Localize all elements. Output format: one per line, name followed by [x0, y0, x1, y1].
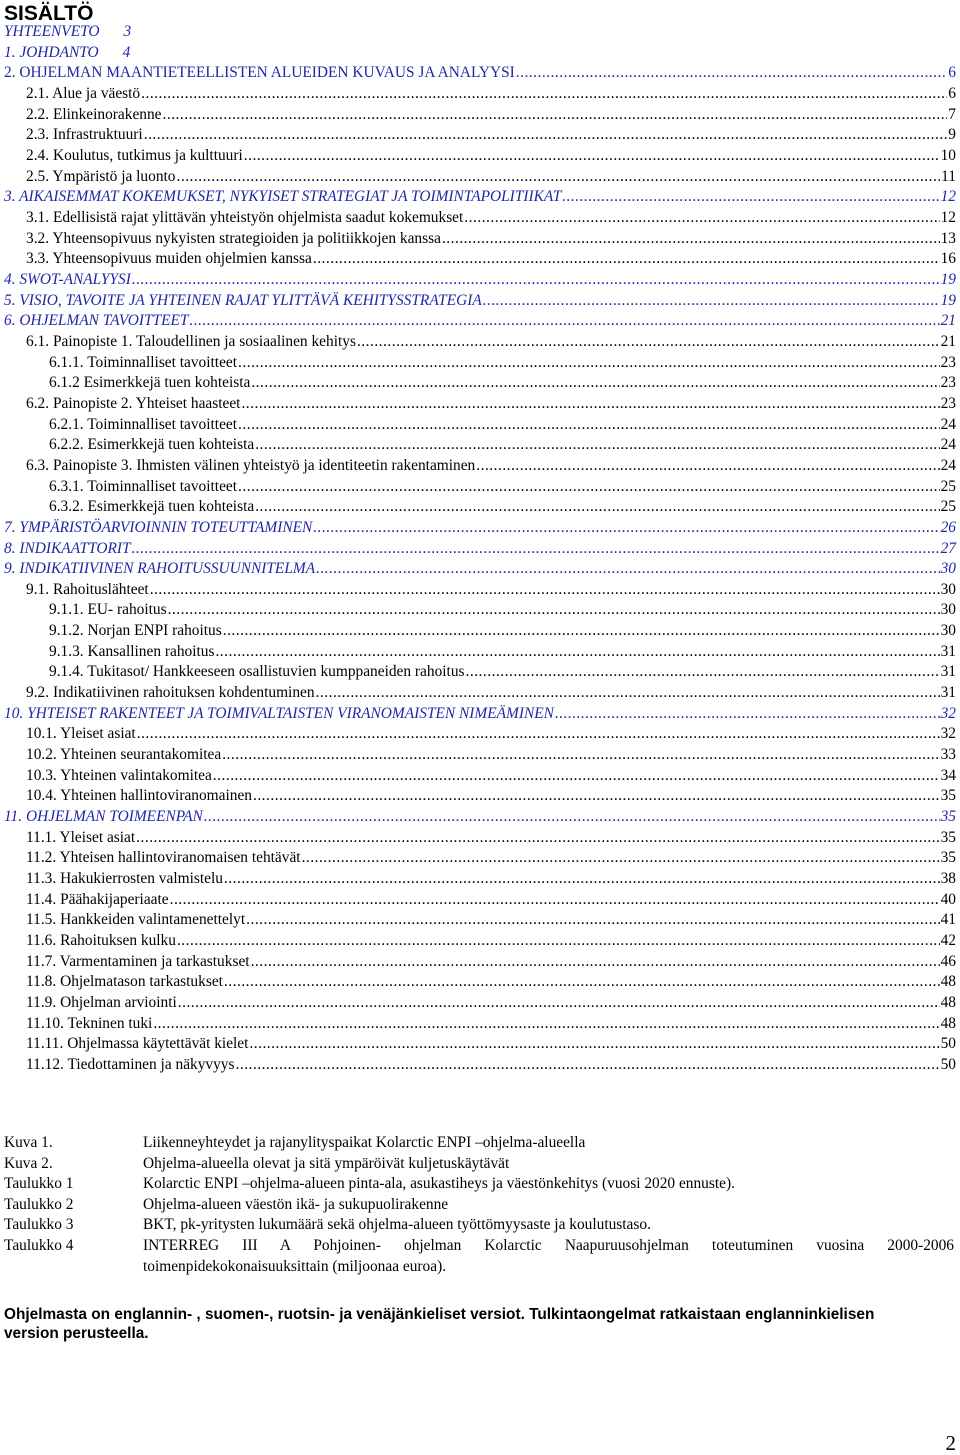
- toc-entry-title: Tukitasot/ Hankkeeseen osallistuvien kumppaneiden rahoitus: [87, 663, 465, 681]
- toc-entry[interactable]: [4, 559, 956, 579]
- toc-entry[interactable]: [49, 642, 956, 662]
- toc-entry-number: 3.: [4, 188, 16, 206]
- toc-entry-number: 9.1.4.: [49, 663, 84, 681]
- figure-list-item: [0, 1236, 960, 1256]
- toc-entry-number: 7.: [4, 518, 16, 536]
- dot-leader: [516, 63, 948, 83]
- toc-entry-page: 24: [940, 456, 956, 474]
- toc-entry[interactable]: [26, 993, 956, 1013]
- toc-entry-page: 11: [941, 167, 956, 185]
- figure-description: Ohjelma-alueella olevat ja sitä ympäröivät kuljetuskäytävät: [143, 1154, 510, 1172]
- toc-entry-number: 11.12.: [26, 1056, 64, 1073]
- figure-description: Kolarctic ENPI –ohjelma-alueen pinta-ala, asukastiheys ja väestönkehitys (vuosi 2020 ennuste).: [143, 1175, 735, 1193]
- dot-leader: [442, 229, 940, 249]
- dot-leader: [357, 332, 940, 352]
- toc-entry-title: Elinkeinorakenne: [52, 105, 162, 123]
- toc-entry-title: Yhteinen seurantakomitea: [60, 746, 222, 764]
- dot-leader: [241, 394, 939, 414]
- toc-entry-number: 10.1.: [26, 725, 57, 743]
- toc-entry-number: 6.2.1.: [49, 415, 84, 433]
- toc-entry-title: Infrastruktuuri: [52, 126, 143, 144]
- toc-entry-title: Esimerkkejä tuen kohteista: [87, 436, 255, 454]
- toc-entry-page: 46: [940, 952, 956, 970]
- toc-entry[interactable]: [4, 807, 956, 827]
- toc-entry[interactable]: [26, 910, 956, 930]
- toc-entry-title: INDIKATIIVINEN RAHOITUSSUUNNITELMA: [19, 560, 316, 578]
- toc-entry-title: Rahoituksen kulku: [60, 932, 176, 950]
- toc-entry[interactable]: [49, 477, 956, 497]
- toc-entry[interactable]: [26, 167, 956, 187]
- figure-list-item: [0, 1133, 960, 1153]
- toc-entry-page: 10: [940, 146, 956, 164]
- toc-entry-page: 13: [940, 229, 956, 247]
- toc-entry-page: 19: [940, 291, 956, 309]
- toc-entry-page: 6: [948, 84, 956, 102]
- dot-leader: [302, 848, 940, 868]
- toc-entry-page: 48: [940, 973, 956, 991]
- toc-entry-number: 11.8.: [26, 973, 57, 991]
- toc-entry-page: 42: [940, 932, 956, 950]
- toc-entry-title: EU- rahoitus: [87, 601, 167, 619]
- toc-entry-title: Ohjelmatason tarkastukset: [60, 973, 223, 991]
- toc-entry-page: 30: [940, 622, 956, 640]
- dot-leader: [246, 910, 939, 930]
- toc-entry-title: SWOT-ANALYYSI: [19, 270, 131, 288]
- figure-description: Ohjelma-alueen väestön ikä- ja sukupuolirakenne: [143, 1195, 449, 1213]
- toc-entry-title: Koulutus, tutkimus ja kulttuuri: [52, 146, 243, 164]
- toc-entry-page: 41: [940, 911, 956, 929]
- dot-leader: [464, 208, 939, 228]
- toc-entry[interactable]: [49, 353, 956, 373]
- toc-entry-number: 10.2.: [26, 746, 57, 764]
- dot-leader: [213, 766, 940, 786]
- toc-entry[interactable]: [4, 270, 956, 290]
- toc-entry-title: Yhteensopivuus nykyisten strategioiden ja politiikkojen kanssa: [52, 229, 441, 247]
- dot-leader: [222, 745, 939, 765]
- dot-leader: [249, 1034, 939, 1054]
- toc-entry-number: 2.3.: [26, 126, 50, 144]
- toc-entry-title: YHTEISET RAKENTEET JA TOIMIVALTAISTEN VIRANOMAISTEN NIMEÄMINEN: [27, 704, 554, 722]
- figure-label: Taulukko 3: [4, 1216, 74, 1234]
- toc-entry-title: Esimerkkejä tuen kohteista: [87, 498, 255, 516]
- language-note: Ohjelmasta on englannin- , suomen-, ruotsin- ja venäjänkieliset versiot. Tulkintaongelmat ratkaistaan englanninkielisen version perusteella.: [4, 1306, 875, 1342]
- toc-entry[interactable]: [26, 869, 956, 889]
- toc-entry-page: 32: [940, 704, 956, 722]
- toc-entry-page: 48: [940, 994, 956, 1012]
- toc-entry-page: 38: [940, 870, 956, 888]
- toc-entry[interactable]: [26, 580, 956, 600]
- dot-leader: [316, 559, 940, 579]
- toc-entry-number: 5.: [4, 291, 16, 309]
- toc-entry[interactable]: [49, 435, 956, 455]
- figure-list-item: [0, 1215, 960, 1235]
- toc-entry-page: 24: [940, 436, 956, 454]
- toc-entry-number: 9.1.2.: [49, 622, 84, 640]
- toc-entry-title: Yleiset asiat: [59, 828, 136, 846]
- toc-entry-title: AIKAISEMMAT KOKEMUKSET, NYKYISET STRATEGIAT JA TOIMINTAPOLITIIKAT: [19, 188, 562, 206]
- dot-leader: [244, 146, 940, 166]
- toc-entry-page: 30: [940, 580, 956, 598]
- toc-entry-page: 35: [940, 828, 956, 846]
- toc-entry[interactable]: [26, 249, 956, 269]
- toc-entry-page: 34: [940, 766, 956, 784]
- toc-entry-number: 6.1.1.: [49, 353, 84, 371]
- toc-entry-title: Ympäristö ja luonto: [52, 167, 176, 185]
- toc-entry[interactable]: [4, 311, 956, 331]
- toc-entry-number: 2.: [4, 64, 16, 82]
- toc-entry-title: VISIO, TAVOITE JA YHTEINEN RAJAT YLITTÄVÄ KEHITYSSTRATEGIA: [19, 291, 482, 309]
- toc-entry[interactable]: [26, 332, 956, 352]
- dot-leader: [163, 105, 948, 125]
- toc-entry-number: 9.1.: [26, 580, 50, 598]
- toc-entry-number: 11.3.: [26, 870, 57, 888]
- toc-entry[interactable]: [26, 456, 956, 476]
- toc-entry-number: 6.: [4, 312, 16, 330]
- dot-leader: [236, 1055, 940, 1075]
- toc-entry[interactable]: [26, 786, 956, 806]
- toc-entry-number: 6.1.2: [49, 374, 80, 392]
- toc-entry-title: Yleiset asiat: [60, 725, 136, 743]
- toc-entry-number: 6.2.: [26, 394, 50, 412]
- dot-leader: [178, 993, 940, 1013]
- figure-list-item: [0, 1174, 960, 1194]
- dot-leader: [562, 187, 939, 207]
- dot-leader: [224, 869, 940, 889]
- toc-entry-page: 32: [940, 725, 956, 743]
- toc-entry-title: Päähakijaperiaate: [60, 890, 169, 908]
- toc-entry-page: 50: [940, 1056, 956, 1073]
- dot-leader: [223, 621, 940, 641]
- toc-entry-number: 2.1.: [26, 84, 50, 102]
- dot-leader: [476, 456, 939, 476]
- toc-entry[interactable]: [4, 22, 956, 42]
- dot-leader: [189, 311, 939, 331]
- toc-entry-number: 6.1.: [26, 332, 50, 350]
- toc-entry-number: 11.5.: [26, 911, 57, 929]
- toc-entry[interactable]: [4, 187, 956, 207]
- toc-entry-page: 31: [940, 642, 956, 660]
- toc-entry-number: YHTEENVETO: [4, 23, 100, 40]
- toc-entry-page: 23: [940, 353, 956, 371]
- dot-leader: [238, 415, 940, 435]
- dot-leader: [255, 435, 939, 455]
- toc-entry-number: 11.: [4, 808, 23, 826]
- toc-entry[interactable]: [26, 931, 956, 951]
- figure-label: Taulukko 1: [4, 1175, 74, 1193]
- dot-leader: [137, 724, 940, 744]
- toc-entry-page: 21: [940, 312, 956, 330]
- toc-entry-page: 4: [122, 43, 131, 61]
- toc-entry-number: 11.10.: [26, 1014, 64, 1032]
- toc-entry[interactable]: [26, 952, 956, 972]
- toc-entry-number: 9.: [4, 560, 16, 578]
- toc-entry-number: 6.2.2.: [49, 436, 84, 454]
- dot-leader: [150, 580, 940, 600]
- toc-entry-page: 7: [948, 105, 956, 123]
- toc-entry[interactable]: [26, 828, 956, 848]
- toc-entry-number: 2.5.: [26, 167, 50, 185]
- toc-entry[interactable]: [26, 1055, 956, 1075]
- toc-entry-number: 11.4.: [26, 890, 57, 908]
- dot-leader: [316, 683, 940, 703]
- dot-leader: [132, 539, 940, 559]
- toc-entry-page: 23: [940, 394, 956, 412]
- toc-entry-number: 11.1.: [26, 828, 57, 846]
- toc-entry[interactable]: [26, 208, 956, 228]
- toc-entry-number: 6.3.1.: [49, 477, 84, 495]
- toc-entry-title: Kansallinen rahoitus: [87, 642, 215, 660]
- toc-entry[interactable]: [26, 848, 956, 868]
- dot-leader: [466, 662, 940, 682]
- toc-entry-number: 6.3.2.: [49, 498, 84, 516]
- toc-entry-number: 10.3.: [26, 766, 57, 784]
- toc-entry-page: 31: [940, 684, 956, 702]
- toc-entry-page: 16: [940, 250, 956, 268]
- toc-entry-title: Toiminnalliset tavoitteet: [87, 477, 238, 495]
- toc-entry-title: YMPÄRISTÖARVIOINNIN TOTEUTTAMINEN: [19, 518, 313, 536]
- dot-leader: [253, 786, 940, 806]
- toc-entry-number: 1. JOHDANTO: [4, 43, 99, 61]
- toc-entry-title: Hakukierrosten valmistelu: [60, 870, 223, 888]
- toc-heading: SISÄLTÖ: [4, 2, 94, 25]
- page-number: 2: [945, 1431, 956, 1455]
- dot-leader: [177, 167, 941, 187]
- dot-leader: [177, 931, 940, 951]
- toc-entry[interactable]: [4, 43, 956, 63]
- toc-entry-title: Yhteinen hallintoviranomainen: [60, 787, 252, 805]
- toc-entry-number: 11.7.: [26, 952, 57, 970]
- figure-list-item: [0, 1195, 960, 1215]
- toc-entry-number: 11.11.: [26, 1035, 64, 1053]
- toc-entry-page: 26: [940, 518, 956, 536]
- toc-entry-title: Rahoituslähteet: [52, 580, 149, 598]
- figure-description: INTERREG III A Pohjoinen- ohjelman Kolarctic Naapuruusohjelman toteutuminen vuosina 2000-2006: [143, 1237, 954, 1254]
- toc-entry-number: 6.3.: [26, 456, 50, 474]
- toc-entry-title: OHJELMAN TOIMEENPAN: [25, 808, 203, 826]
- toc-entry-title: Alue ja väestö: [52, 84, 141, 102]
- toc-entry-title: INDIKAATTORIT: [19, 539, 131, 557]
- toc-entry-title: OHJELMAN TAVOITTEET: [19, 312, 189, 330]
- toc-entry-number: 3.3.: [26, 250, 50, 268]
- toc-entry-title: Hankkeiden valintamenettelyt: [60, 911, 246, 929]
- dot-leader: [251, 373, 939, 393]
- figure-label: Kuva 1.: [4, 1134, 53, 1151]
- toc-entry-title: Painopiste 2. Yhteiset haasteet: [52, 394, 241, 412]
- toc-entry-page: 40: [940, 890, 956, 908]
- dot-leader: [224, 972, 940, 992]
- dot-leader: [251, 952, 940, 972]
- toc-entry-title: Yhteensopivuus muiden ohjelmien kanssa: [52, 250, 312, 268]
- toc-entry-page: 9: [948, 126, 956, 144]
- toc-entry-title: Toiminnalliset tavoitteet: [87, 415, 238, 433]
- toc-entry-title: Painopiste 3. Ihmisten välinen yhteistyö ja identiteetin rakentaminen: [52, 456, 476, 474]
- toc-entry[interactable]: [4, 518, 956, 538]
- toc-entry-page: 3: [123, 23, 132, 40]
- toc-entry-number: 9.1.3.: [49, 642, 84, 660]
- toc-entry-page: 35: [940, 787, 956, 805]
- toc-entry[interactable]: [26, 724, 956, 744]
- toc-entry-number: 11.2.: [26, 849, 57, 867]
- toc-entry-title: Tekninen tuki: [67, 1014, 153, 1032]
- toc-entry[interactable]: [49, 662, 956, 682]
- figure-list-item-continuation: [0, 1257, 960, 1277]
- dot-leader: [153, 1014, 939, 1034]
- toc-entry-title: Ohjelman arviointi: [60, 994, 177, 1012]
- toc-entry-page: 25: [940, 477, 956, 495]
- toc-entry-number: 2.2.: [26, 105, 50, 123]
- toc-entry[interactable]: [26, 1034, 956, 1054]
- toc-entry-number: 11.6.: [26, 932, 57, 950]
- toc-entry-page: 50: [940, 1035, 956, 1053]
- toc-entry-title: Yhteisen hallintoviranomaisen tehtävät: [59, 849, 301, 867]
- toc-entry-number: 10.4.: [26, 787, 57, 805]
- dot-leader: [215, 642, 939, 662]
- toc-entry[interactable]: [26, 394, 956, 414]
- toc-entry-page: 12: [940, 208, 956, 226]
- figure-description: Liikenneyhteydet ja rajanylityspaikat Kolarctic ENPI –ohjelma-alueella: [143, 1134, 586, 1151]
- toc-entry[interactable]: [26, 146, 956, 166]
- toc-entry-page: 30: [940, 560, 956, 578]
- toc-entry[interactable]: [26, 105, 956, 125]
- toc-entry[interactable]: [49, 600, 956, 620]
- figure-label: Taulukko 4: [4, 1237, 74, 1254]
- dot-leader: [555, 704, 940, 724]
- dot-leader: [313, 249, 940, 269]
- toc-entry-title: OHJELMAN MAANTIETEELLISTEN ALUEIDEN KUVAUS JA ANALYYSI: [19, 64, 515, 82]
- toc-entry[interactable]: [49, 497, 956, 517]
- toc-entry-page: 23: [940, 374, 956, 392]
- toc-entry[interactable]: [26, 683, 956, 703]
- toc-entry-page: 33: [940, 746, 956, 764]
- toc-entry[interactable]: [26, 890, 956, 910]
- toc-entry[interactable]: [26, 84, 956, 104]
- toc-entry-page: 30: [940, 601, 956, 619]
- toc-entry[interactable]: [4, 539, 956, 559]
- toc-entry-number: 9.2.: [26, 684, 50, 702]
- dot-leader: [144, 125, 948, 145]
- figure-label: Kuva 2.: [4, 1154, 53, 1172]
- toc-entry-title: Toiminnalliset tavoitteet: [87, 353, 238, 371]
- toc-entry-page: 35: [940, 849, 956, 867]
- toc-entry-title: Varmentaminen ja tarkastukset: [59, 952, 250, 970]
- toc-entry-title: Edellisistä rajat ylittävän yhteistyön ohjelmista saadut kokemukset: [52, 208, 464, 226]
- toc-entry-page: 21: [940, 332, 956, 350]
- figure-list-item: [0, 1154, 960, 1174]
- toc-entry[interactable]: [49, 415, 956, 435]
- figure-description: BKT, pk-yritysten lukumäärä sekä ohjelma-alueen työttömyysaste ja koulutustaso.: [143, 1216, 651, 1234]
- toc-entry-page: 27: [940, 539, 956, 557]
- toc-entry-page: 35: [940, 808, 956, 826]
- toc-entry-page: 12: [940, 188, 956, 206]
- toc-entry[interactable]: [26, 125, 956, 145]
- toc-entry[interactable]: [26, 972, 956, 992]
- toc-entry-page: 19: [940, 270, 956, 288]
- dot-leader: [170, 890, 940, 910]
- dot-leader: [238, 477, 940, 497]
- dot-leader: [255, 497, 939, 517]
- figure-description: toimenpidekokonaisuuksittain (miljoonaa euroa).: [143, 1257, 447, 1275]
- toc-entry[interactable]: [26, 745, 956, 765]
- toc-entry[interactable]: [49, 373, 956, 393]
- toc-entry-number: 4.: [4, 270, 16, 288]
- figure-label: Taulukko 2: [4, 1195, 74, 1213]
- dot-leader: [204, 807, 940, 827]
- toc-entry-page: 25: [940, 498, 956, 516]
- dot-leader: [136, 828, 939, 848]
- toc-entry-number: 11.9.: [26, 994, 57, 1012]
- toc-entry-title: Yhteinen valintakomitea: [60, 766, 212, 784]
- toc-entry[interactable]: [26, 229, 956, 249]
- toc-entry-page: 31: [940, 663, 956, 681]
- toc-entry-number: 10.: [4, 704, 24, 722]
- toc-entry-title: Painopiste 1. Taloudellinen ja sosiaalinen kehitys: [52, 332, 356, 350]
- toc-entry-number: 9.1.1.: [49, 601, 84, 619]
- toc-entry-title: Indikatiivinen rahoituksen kohdentuminen: [52, 684, 315, 702]
- toc-entry-number: 3.2.: [26, 229, 50, 247]
- toc-entry[interactable]: [26, 1014, 956, 1034]
- toc-entry-title: Ohjelmassa käytettävät kielet: [67, 1035, 249, 1053]
- toc-entry-number: 8.: [4, 539, 16, 557]
- dot-leader: [168, 600, 940, 620]
- dot-leader: [141, 84, 947, 104]
- toc-entry[interactable]: [26, 766, 956, 786]
- toc-entry[interactable]: [4, 291, 956, 311]
- toc-entry-title: Tiedottaminen ja näkyvyys: [67, 1056, 235, 1073]
- dot-leader: [313, 518, 939, 538]
- dot-leader: [132, 270, 940, 290]
- toc-entry-page: 24: [940, 415, 956, 433]
- toc-entry[interactable]: [4, 63, 956, 83]
- dot-leader: [238, 353, 940, 373]
- toc-entry[interactable]: [49, 621, 956, 641]
- toc-entry-page: 48: [940, 1014, 956, 1032]
- toc-entry-title: Esimerkkejä tuen kohteista: [83, 374, 251, 392]
- toc-entry[interactable]: [4, 704, 956, 724]
- toc-entry-number: 2.4.: [26, 146, 50, 164]
- toc-entry-page: 6: [948, 64, 956, 82]
- toc-entry-number: 3.1.: [26, 208, 50, 226]
- toc-entry-title: Norjan ENPI rahoitus: [87, 622, 222, 640]
- dot-leader: [483, 291, 940, 311]
